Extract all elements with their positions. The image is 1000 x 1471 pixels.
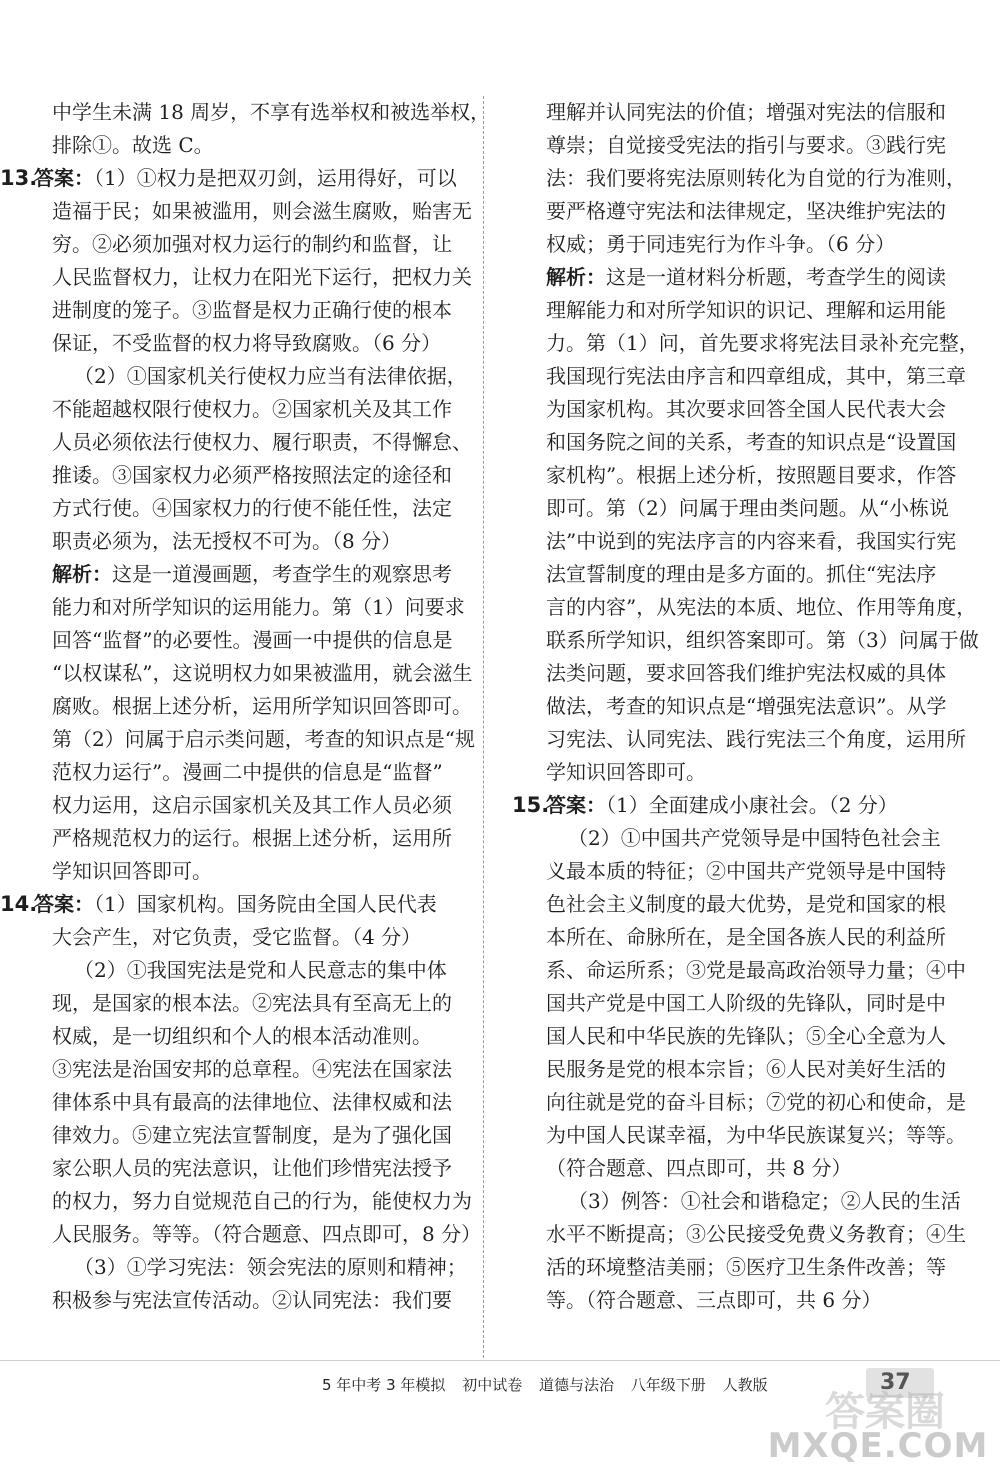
text-line: “以权谋私”，这说明权力如果被滥用，就会滋生	[52, 661, 473, 685]
column-divider	[483, 96, 484, 1358]
footer-type: 初中试卷	[462, 1376, 523, 1394]
text-line: 法：我们要将宪法原则转化为自觉的行为准则，	[546, 166, 966, 190]
text-line: （符合题意、四点即可，共 8 分）	[546, 1156, 852, 1180]
text-line: 方式行使。④国家权力的行使不能任性，法定	[52, 496, 452, 520]
text-line: 人民服务。等等。（符合题意、四点即可，8 分）	[52, 1222, 482, 1246]
text-line: 家公职人员的宪法意识，让他们珍惜宪法授予	[52, 1156, 452, 1180]
footer-rule	[0, 1360, 1000, 1361]
text-line: 联系所学知识，组织答案即可。第（3）问属于做	[546, 628, 979, 652]
text-line: 系、命运所系；③党是最高政治领导力量；④中	[546, 958, 966, 982]
text-line: 国共产党是中国工人阶级的先锋队，同时是中	[546, 991, 946, 1015]
text-line: 活的环境整洁美丽；⑤医疗卫生条件改善；等	[546, 1255, 946, 1279]
question-15-answer	[512, 789, 950, 822]
text-line: 和国务院之间的关系，考查的知识点是“设置国	[546, 430, 957, 454]
text-line: 学知识回答即可。	[546, 760, 706, 784]
text-line: 范权力运行”。漫画二中提供的信息是“监督”	[52, 760, 443, 784]
text-line: 腐败。根据上述分析，运用所学知识回答即可。	[52, 694, 472, 718]
text-line: 我国现行宪法由序言和四章组成，其中，第三章	[546, 364, 966, 388]
text-line: 要严格遵守宪法和法律规定，坚决维护宪法的	[546, 199, 946, 223]
text-line: 中学生未满 18 周岁，不享有选举权和被选举权，	[52, 100, 491, 124]
text-line: 水平不断提高；③公民接受免费义务教育；④生	[546, 1222, 966, 1246]
answer-label: 答案：	[34, 892, 94, 916]
watermark-glyphs: 答案圈	[825, 1389, 945, 1435]
question-number: 14.	[0, 892, 38, 916]
text-line: （2）①国家机关行使权力应当有法律依据，	[74, 364, 467, 388]
text-line: 权力运用，这启示国家机关及其工作人员必须	[52, 793, 452, 817]
text-line: 做法，考查的知识点是“增强宪法意识”。从学	[546, 694, 947, 718]
text-line: 职责必须为，法无授权不可为。（8 分）	[52, 529, 402, 553]
answer-text: （1）①权力是把双刃剑，运用得好，可以	[94, 166, 457, 190]
text-line: 理解并认同宪法的价值；增强对宪法的信服和	[546, 100, 946, 124]
answer-text: （1）国家机构。国务院由全国人民代表	[94, 892, 437, 916]
question-14-analysis	[512, 261, 950, 294]
footer-series: 5 年中考 3 年模拟	[322, 1376, 446, 1394]
analysis-label: 解析：	[52, 562, 112, 586]
text-line: 排除①。故选 C。	[52, 133, 214, 157]
analysis-text: 这是一道材料分析题，考查学生的阅读	[606, 265, 946, 289]
text-line: （3）①学习宪法：领会宪法的原则和精神；	[74, 1255, 467, 1279]
analysis-text: 这是一道漫画题，考查学生的观察思考	[112, 562, 452, 586]
text-line: 不能超越权限行使权力。②国家机关及其工作	[52, 397, 452, 421]
text-line: 习宪法、认同宪法、践行宪法三个角度，运用所	[546, 727, 966, 751]
text-line: 大会产生，对它负责，受它监督。（4 分）	[52, 925, 422, 949]
text-line: 的权力，努力自觉规范自己的行为，能使权力为	[52, 1189, 472, 1213]
text-line: 向往就是党的奋斗目标；⑦党的初心和使命，是	[546, 1090, 966, 1114]
text-line: 国人民和中华民族的先锋队；⑤全心全意为人	[546, 1024, 946, 1048]
text-line: 家机构”。根据上述分析，按照题目要求，作答	[546, 463, 957, 487]
text-line: 为国家机构。其次要求回答全国人民代表大会	[546, 397, 946, 421]
text-line: 义最本质的特征；②中国共产党领导是中国特	[546, 859, 946, 883]
text-line: 穷。②必须加强对权力运行的制约和监督，让	[52, 232, 452, 256]
text-line: 推诿。③国家权力必须严格按照法定的途径和	[52, 463, 452, 487]
answer-label: 答案：	[34, 166, 94, 190]
text-line: 造福于民；如果被滥用，则会滋生腐败，贻害无	[52, 199, 472, 223]
text-line: 进制度的笼子。③监督是权力正确行使的根本	[52, 298, 452, 322]
text-line: 能力和对所学知识的运用能力。第（1）问要求	[52, 595, 465, 619]
text-line: 积极参与宪法宣传活动。②认同宪法：我们要	[52, 1288, 452, 1312]
question-13-analysis	[18, 558, 473, 591]
question-number: 13.	[0, 166, 38, 190]
text-line: （2）①中国共产党领导是中国特色社会主	[568, 826, 941, 850]
text-line: 尊崇；自觉接受宪法的指引与要求。③践行宪	[546, 133, 946, 157]
text-line: 权威；勇于同违宪行为作斗争。（6 分）	[546, 232, 896, 256]
footer-edition: 人教版	[722, 1376, 768, 1394]
text-line: 回答“监督”的必要性。漫画一中提供的信息是	[52, 628, 453, 652]
question-number: 15.	[512, 793, 550, 817]
text-line: 法类问题，要求回答我们维护宪法权威的具体	[546, 661, 946, 685]
analysis-label: 解析：	[546, 265, 606, 289]
text-line: 法”中说到的宪法序言的内容来看，我国实行宪	[546, 529, 957, 553]
text-line: ③宪法是治国安邦的总章程。④宪法在国家法	[52, 1057, 452, 1081]
text-line: 现，是国家的根本法。②宪法具有至高无上的	[52, 991, 452, 1015]
text-line: 为中国人民谋幸福，为中华民族谋复兴；等等。	[546, 1123, 966, 1147]
watermark-logo	[760, 1380, 996, 1466]
watermark-url: MXQE.COM	[767, 1426, 989, 1466]
left-column	[0, 96, 491, 1317]
answer-label: 答案：	[546, 793, 606, 817]
text-line: 色社会主义制度的最大优势，是党和国家的根	[546, 892, 946, 916]
text-line: 等。（符合题意、三点即可，共 6 分）	[546, 1288, 882, 1312]
text-line: 本所在、命脉所在，是全国各族人民的利益所	[546, 925, 946, 949]
page-footer	[322, 1374, 780, 1395]
question-13-answer	[0, 162, 473, 195]
text-line: 民服务是党的根本宗旨；⑥人民对美好生活的	[546, 1057, 946, 1081]
text-line: （3）例答：①社会和谐稳定；②人民的生活	[568, 1189, 961, 1213]
text-line: 学知识回答即可。	[52, 859, 212, 883]
text-line: 严格规范权力的运行。根据上述分析，运用所	[52, 826, 452, 850]
text-line: 力。第（1）问，首先要求将宪法目录补充完整，	[546, 331, 979, 355]
footer-subject: 道德与法治	[538, 1376, 614, 1394]
page-number: 37	[880, 1370, 911, 1395]
text-line: 言的内容”，从宪法的本质、地位、作用等角度，	[546, 595, 977, 619]
question-14-answer	[0, 888, 473, 921]
footer-grade: 八年级下册	[630, 1376, 706, 1394]
text-line: 第（2）问属于启示类问题，考查的知识点是“规	[52, 727, 475, 751]
text-line: 律体系中具有最高的法律地位、法律权威和法	[52, 1090, 452, 1114]
text-line: 即可。第（2）问属于理由类问题。从“小栋说	[546, 496, 949, 520]
text-line: 律效力。⑤建立宪法宣誓制度，是为了强化国	[52, 1123, 452, 1147]
right-column	[512, 96, 979, 1317]
text-line: 保证，不受监督的权力将导致腐败。（6 分）	[52, 331, 442, 355]
text-line: （2）①我国宪法是党和人民意志的集中体	[74, 958, 447, 982]
answer-text: （1）全面建成小康社会。（2 分）	[606, 793, 898, 817]
text-line: 人员必须依法行使权力、履行职责，不得懈怠、	[52, 430, 472, 454]
text-line: 人民监督权力，让权力在阳光下运行，把权力关	[52, 265, 472, 289]
text-line: 法宣誓制度的理由是多方面的。抓住“宪法序	[546, 562, 937, 586]
text-line: 理解能力和对所学知识的识记、理解和运用能	[546, 298, 946, 322]
text-line: 权威，是一切组织和个人的根本活动准则。	[52, 1024, 432, 1048]
